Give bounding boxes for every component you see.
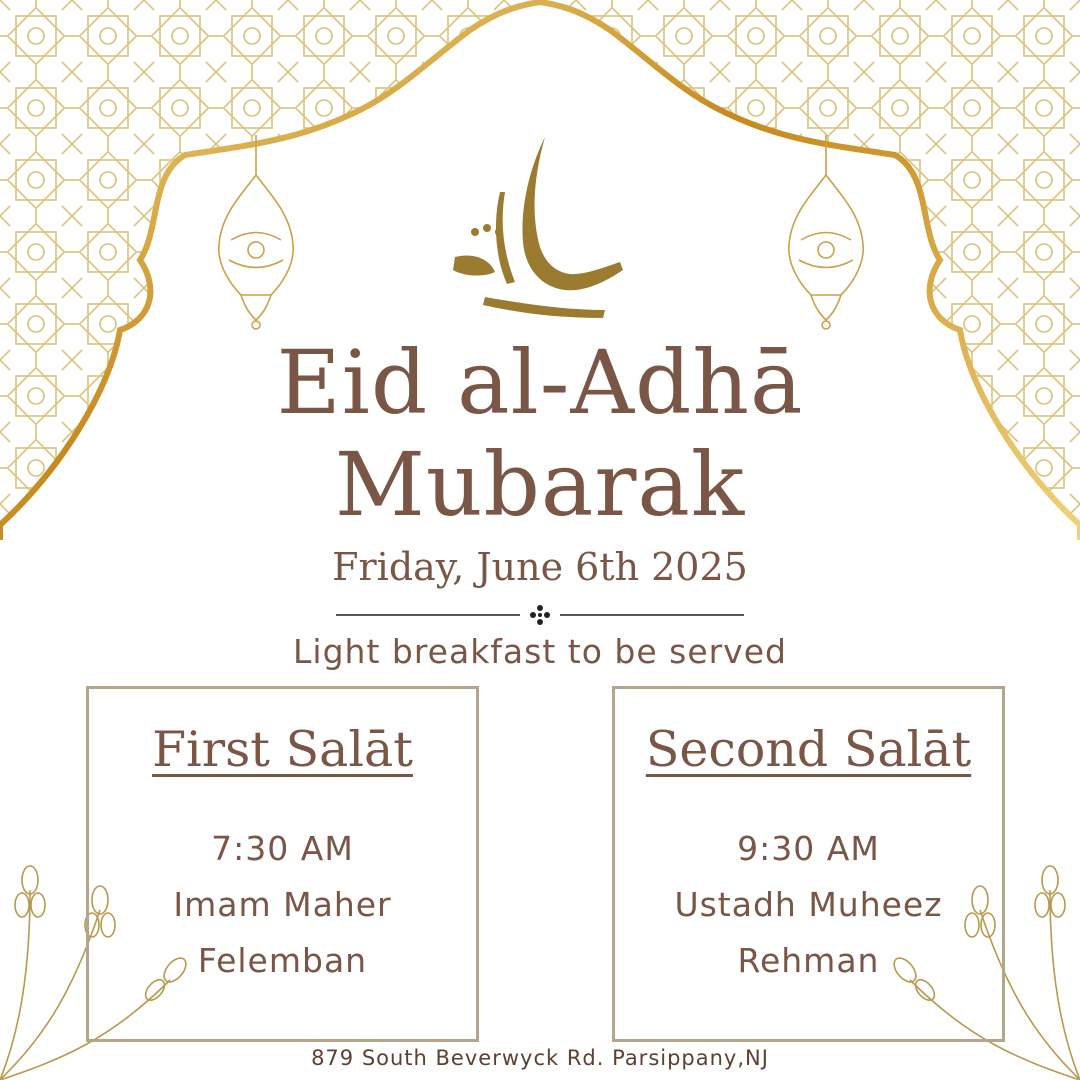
first-salat-leader-line2: Felemban [197, 941, 368, 980]
first-salat-card [86, 686, 479, 1042]
second-salat-leader-line2: Rehman [737, 941, 880, 980]
first-salat-heading: First Salāt [152, 721, 413, 778]
lantern-icon [211, 135, 301, 335]
first-salat-leader-line1: Imam Maher [173, 885, 392, 924]
second-salat-leader-line1: Ustadh Muheez [674, 885, 943, 924]
title-line-1: Eid al-Adhā [276, 331, 804, 434]
calligraphy-logo [445, 132, 635, 322]
second-salat-time: 9:30 AM [737, 829, 880, 868]
lantern-icon [781, 135, 871, 335]
venue-address: 879 South Beverwyck Rd. Parsippany,NJ [311, 1046, 769, 1070]
breakfast-note: Light breakfast to be served [293, 632, 787, 671]
first-salat-time: 7:30 AM [211, 829, 354, 868]
event-date: Friday, June 6th 2025 [332, 545, 748, 589]
title-line-2: Mubarak [334, 433, 746, 536]
second-salat-heading: Second Salāt [645, 721, 972, 778]
second-salat-card [612, 686, 1005, 1042]
divider-ornament-icon [330, 603, 750, 627]
